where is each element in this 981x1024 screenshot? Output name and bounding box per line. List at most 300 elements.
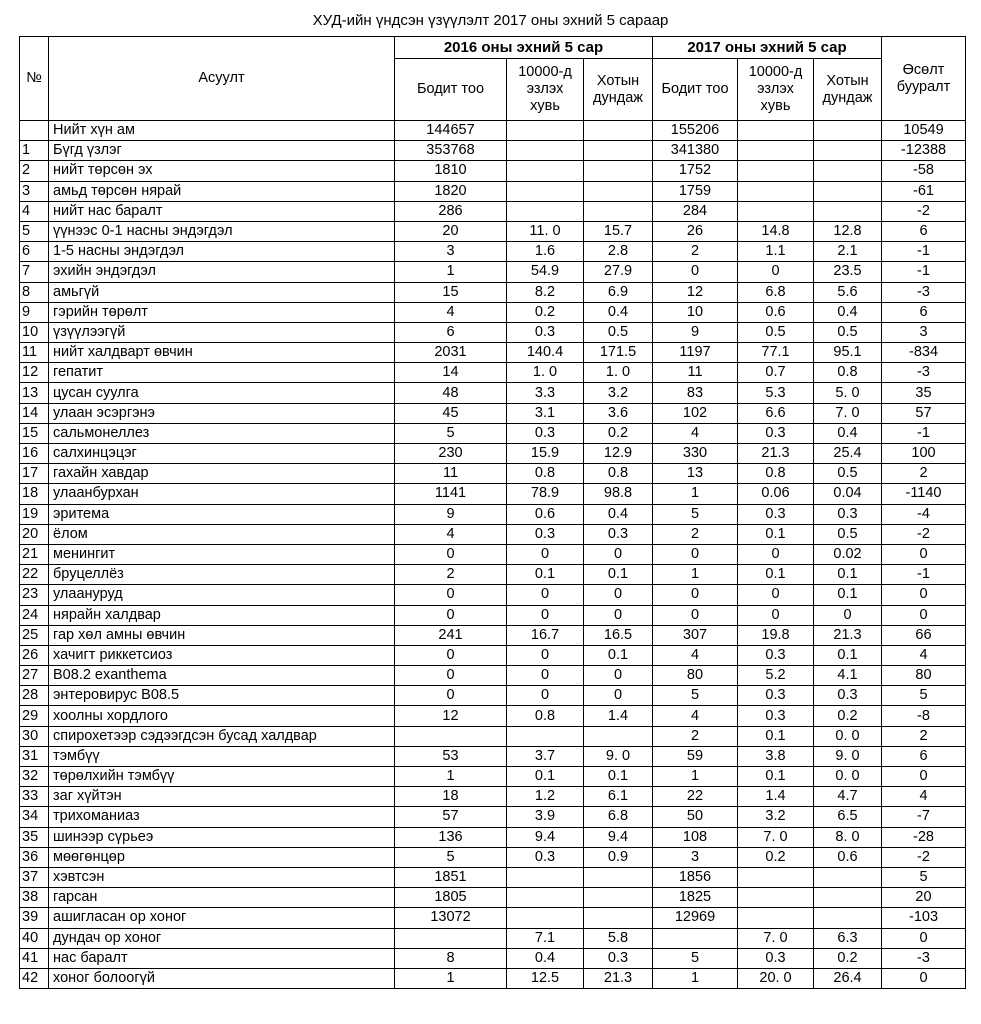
cell-actual-2017: 2 bbox=[653, 726, 738, 746]
cell-growth: 3 bbox=[882, 322, 966, 342]
cell-cityavg-2017: 25.4 bbox=[814, 444, 882, 464]
cell-row-number: 1 bbox=[20, 141, 49, 161]
cell-row-number: 31 bbox=[20, 746, 49, 766]
cell-per10000-2016: 0.3 bbox=[507, 423, 584, 443]
cell-cityavg-2016: 3.2 bbox=[584, 383, 653, 403]
cell-cityavg-2017: 23.5 bbox=[814, 262, 882, 282]
cell-per10000-2016: 0.3 bbox=[507, 524, 584, 544]
cell-row-number: 21 bbox=[20, 544, 49, 564]
cell-cityavg-2016: 1.4 bbox=[584, 706, 653, 726]
cell-actual-2016: 57 bbox=[395, 807, 507, 827]
cell-per10000-2017: 1.4 bbox=[738, 787, 814, 807]
cell-actual-2016: 5 bbox=[395, 847, 507, 867]
cell-growth: -3 bbox=[882, 948, 966, 968]
cell-per10000-2016: 0.1 bbox=[507, 565, 584, 585]
cell-growth: 6 bbox=[882, 221, 966, 241]
table-row bbox=[20, 746, 966, 766]
cell-per10000-2016 bbox=[507, 181, 584, 201]
cell-actual-2016: 1851 bbox=[395, 867, 507, 887]
cell-per10000-2016: 0 bbox=[507, 666, 584, 686]
cell-cityavg-2016 bbox=[584, 181, 653, 201]
cell-cityavg-2016: 0.3 bbox=[584, 948, 653, 968]
cell-cityavg-2017: 21.3 bbox=[814, 625, 882, 645]
cell-cityavg-2017 bbox=[814, 888, 882, 908]
cell-actual-2017: 1825 bbox=[653, 888, 738, 908]
cell-actual-2016: 15 bbox=[395, 282, 507, 302]
cell-per10000-2017 bbox=[738, 888, 814, 908]
header-no: № bbox=[20, 37, 49, 121]
cell-cityavg-2017: 0.02 bbox=[814, 544, 882, 564]
table-row bbox=[20, 121, 966, 141]
cell-actual-2017: 1856 bbox=[653, 867, 738, 887]
cell-actual-2017: 1 bbox=[653, 565, 738, 585]
table-row bbox=[20, 888, 966, 908]
cell-growth: -4 bbox=[882, 504, 966, 524]
cell-growth: 0 bbox=[882, 928, 966, 948]
cell-cityavg-2016: 0.9 bbox=[584, 847, 653, 867]
header-cityavg-2016: Хотын дундаж bbox=[584, 59, 653, 121]
table-row bbox=[20, 645, 966, 665]
cell-row-question: Нийт хүн ам bbox=[49, 121, 395, 141]
cell-growth: -58 bbox=[882, 161, 966, 181]
cell-per10000-2017 bbox=[738, 867, 814, 887]
cell-actual-2017: 2 bbox=[653, 242, 738, 262]
cell-row-number: 41 bbox=[20, 948, 49, 968]
cell-per10000-2017: 0.1 bbox=[738, 767, 814, 787]
cell-actual-2016: 11 bbox=[395, 464, 507, 484]
cell-actual-2017: 22 bbox=[653, 787, 738, 807]
cell-actual-2017: 26 bbox=[653, 221, 738, 241]
cell-cityavg-2016: 0.4 bbox=[584, 302, 653, 322]
cell-row-question: бруцеллёз bbox=[49, 565, 395, 585]
cell-actual-2017: 330 bbox=[653, 444, 738, 464]
cell-cityavg-2016: 0 bbox=[584, 666, 653, 686]
cell-cityavg-2016: 171.5 bbox=[584, 343, 653, 363]
cell-cityavg-2016 bbox=[584, 201, 653, 221]
cell-cityavg-2017: 7. 0 bbox=[814, 403, 882, 423]
cell-actual-2016: 5 bbox=[395, 423, 507, 443]
cell-row-question: үзүүлээгүй bbox=[49, 322, 395, 342]
cell-actual-2017: 59 bbox=[653, 746, 738, 766]
cell-row-question: цусан суулга bbox=[49, 383, 395, 403]
cell-actual-2017: 4 bbox=[653, 706, 738, 726]
cell-actual-2016: 18 bbox=[395, 787, 507, 807]
cell-growth: 0 bbox=[882, 767, 966, 787]
cell-row-question: нийт төрсөн эх bbox=[49, 161, 395, 181]
cell-per10000-2016: 0.6 bbox=[507, 504, 584, 524]
cell-cityavg-2017: 0.3 bbox=[814, 686, 882, 706]
table-row bbox=[20, 585, 966, 605]
cell-actual-2017: 5 bbox=[653, 686, 738, 706]
cell-cityavg-2016 bbox=[584, 121, 653, 141]
header-per10000-2017: 10000-д эзлэх хувь bbox=[738, 59, 814, 121]
cell-cityavg-2016: 0.1 bbox=[584, 645, 653, 665]
table-row bbox=[20, 847, 966, 867]
cell-per10000-2016 bbox=[507, 867, 584, 887]
cell-actual-2017 bbox=[653, 928, 738, 948]
cell-actual-2017: 341380 bbox=[653, 141, 738, 161]
cell-cityavg-2017 bbox=[814, 161, 882, 181]
cell-cityavg-2017: 8. 0 bbox=[814, 827, 882, 847]
table-row bbox=[20, 221, 966, 241]
cell-row-number: 7 bbox=[20, 262, 49, 282]
cell-per10000-2017: 0.3 bbox=[738, 948, 814, 968]
header-cityavg-2017: Хотын дундаж bbox=[814, 59, 882, 121]
cell-actual-2016: 48 bbox=[395, 383, 507, 403]
cell-growth: 4 bbox=[882, 787, 966, 807]
cell-per10000-2017: 21.3 bbox=[738, 444, 814, 464]
cell-growth: 10549 bbox=[882, 121, 966, 141]
cell-per10000-2017: 0.2 bbox=[738, 847, 814, 867]
cell-cityavg-2016: 9.4 bbox=[584, 827, 653, 847]
cell-row-number: 34 bbox=[20, 807, 49, 827]
cell-actual-2017: 1 bbox=[653, 767, 738, 787]
header-per10000-2016: 10000-д эзлэх хувь bbox=[507, 59, 584, 121]
cell-growth: -3 bbox=[882, 282, 966, 302]
table-row bbox=[20, 343, 966, 363]
cell-actual-2017: 0 bbox=[653, 585, 738, 605]
cell-growth: -1 bbox=[882, 262, 966, 282]
cell-row-number: 29 bbox=[20, 706, 49, 726]
cell-per10000-2016: 9.4 bbox=[507, 827, 584, 847]
cell-cityavg-2017 bbox=[814, 867, 882, 887]
cell-row-number: 18 bbox=[20, 484, 49, 504]
cell-per10000-2017: 0.1 bbox=[738, 524, 814, 544]
cell-growth: 2 bbox=[882, 464, 966, 484]
cell-row-question: мөөгөнцөр bbox=[49, 847, 395, 867]
cell-per10000-2017: 0.06 bbox=[738, 484, 814, 504]
cell-row-number: 11 bbox=[20, 343, 49, 363]
cell-actual-2016: 0 bbox=[395, 645, 507, 665]
cell-row-question: амьд төрсөн нярай bbox=[49, 181, 395, 201]
cell-cityavg-2017: 5. 0 bbox=[814, 383, 882, 403]
cell-row-question: улаан эсэргэнэ bbox=[49, 403, 395, 423]
cell-growth: -28 bbox=[882, 827, 966, 847]
cell-actual-2017: 2 bbox=[653, 524, 738, 544]
table-row bbox=[20, 322, 966, 342]
cell-growth: 80 bbox=[882, 666, 966, 686]
cell-actual-2017: 0 bbox=[653, 262, 738, 282]
cell-per10000-2016: 0 bbox=[507, 585, 584, 605]
cell-growth: 4 bbox=[882, 645, 966, 665]
cell-cityavg-2017: 0.04 bbox=[814, 484, 882, 504]
cell-cityavg-2017: 95.1 bbox=[814, 343, 882, 363]
cell-row-question: сальмонеллез bbox=[49, 423, 395, 443]
cell-actual-2017: 1752 bbox=[653, 161, 738, 181]
cell-per10000-2017: 0 bbox=[738, 544, 814, 564]
cell-cityavg-2017: 0.5 bbox=[814, 524, 882, 544]
cell-row-number: 38 bbox=[20, 888, 49, 908]
cell-cityavg-2017: 0.1 bbox=[814, 645, 882, 665]
cell-actual-2016: 1 bbox=[395, 262, 507, 282]
cell-cityavg-2017: 26.4 bbox=[814, 968, 882, 988]
cell-per10000-2017: 0 bbox=[738, 262, 814, 282]
cell-row-question: спирохетээр сэдээгдсэн бусад халдвар bbox=[49, 726, 395, 746]
table-row bbox=[20, 807, 966, 827]
cell-cityavg-2017 bbox=[814, 908, 882, 928]
cell-per10000-2017: 0.6 bbox=[738, 302, 814, 322]
cell-per10000-2017: 0.3 bbox=[738, 706, 814, 726]
cell-row-question: энтеровирус B08.5 bbox=[49, 686, 395, 706]
cell-cityavg-2016: 2.8 bbox=[584, 242, 653, 262]
cell-per10000-2017: 5.3 bbox=[738, 383, 814, 403]
cell-per10000-2016 bbox=[507, 121, 584, 141]
cell-growth: -2 bbox=[882, 524, 966, 544]
cell-cityavg-2017: 0.2 bbox=[814, 948, 882, 968]
cell-per10000-2016: 1.2 bbox=[507, 787, 584, 807]
cell-actual-2016: 1820 bbox=[395, 181, 507, 201]
cell-cityavg-2016: 0 bbox=[584, 686, 653, 706]
table-row bbox=[20, 423, 966, 443]
cell-actual-2017: 1 bbox=[653, 484, 738, 504]
cell-actual-2016: 230 bbox=[395, 444, 507, 464]
cell-actual-2016: 136 bbox=[395, 827, 507, 847]
cell-per10000-2016: 1. 0 bbox=[507, 363, 584, 383]
table-row bbox=[20, 908, 966, 928]
cell-actual-2016: 0 bbox=[395, 686, 507, 706]
cell-per10000-2017: 5.2 bbox=[738, 666, 814, 686]
table-row bbox=[20, 565, 966, 585]
cell-row-number: 40 bbox=[20, 928, 49, 948]
cell-per10000-2017 bbox=[738, 161, 814, 181]
cell-cityavg-2017: 0.1 bbox=[814, 565, 882, 585]
cell-cityavg-2017: 0.2 bbox=[814, 706, 882, 726]
cell-row-question: гепатит bbox=[49, 363, 395, 383]
cell-per10000-2017 bbox=[738, 908, 814, 928]
cell-growth: 0 bbox=[882, 605, 966, 625]
cell-per10000-2017: 7. 0 bbox=[738, 928, 814, 948]
cell-actual-2016: 4 bbox=[395, 524, 507, 544]
cell-cityavg-2016: 0.5 bbox=[584, 322, 653, 342]
cell-cityavg-2016: 0 bbox=[584, 585, 653, 605]
table-row bbox=[20, 948, 966, 968]
header-actual-2016: Бодит тоо bbox=[395, 59, 507, 121]
cell-cityavg-2016: 3.6 bbox=[584, 403, 653, 423]
table-row bbox=[20, 181, 966, 201]
cell-growth: -1 bbox=[882, 565, 966, 585]
cell-cityavg-2017: 0. 0 bbox=[814, 726, 882, 746]
cell-cityavg-2016 bbox=[584, 726, 653, 746]
cell-cityavg-2017 bbox=[814, 201, 882, 221]
cell-cityavg-2017: 12.8 bbox=[814, 221, 882, 241]
cell-actual-2017: 83 bbox=[653, 383, 738, 403]
cell-per10000-2017 bbox=[738, 181, 814, 201]
cell-per10000-2017: 6.8 bbox=[738, 282, 814, 302]
cell-per10000-2016 bbox=[507, 888, 584, 908]
cell-actual-2017: 5 bbox=[653, 948, 738, 968]
cell-per10000-2016 bbox=[507, 726, 584, 746]
cell-actual-2016: 6 bbox=[395, 322, 507, 342]
cell-actual-2016: 1810 bbox=[395, 161, 507, 181]
cell-row-question: нас баралт bbox=[49, 948, 395, 968]
cell-row-number bbox=[20, 121, 49, 141]
cell-per10000-2016: 0.4 bbox=[507, 948, 584, 968]
cell-growth: 6 bbox=[882, 746, 966, 766]
cell-per10000-2016: 54.9 bbox=[507, 262, 584, 282]
cell-row-question: хоолны хордлого bbox=[49, 706, 395, 726]
cell-per10000-2016: 15.9 bbox=[507, 444, 584, 464]
table-row bbox=[20, 544, 966, 564]
cell-cityavg-2016: 27.9 bbox=[584, 262, 653, 282]
cell-cityavg-2016: 9. 0 bbox=[584, 746, 653, 766]
cell-per10000-2017: 1.1 bbox=[738, 242, 814, 262]
cell-row-question: 1-5 насны эндэгдэл bbox=[49, 242, 395, 262]
cell-cityavg-2016 bbox=[584, 867, 653, 887]
cell-per10000-2017: 0.1 bbox=[738, 726, 814, 746]
cell-actual-2017: 155206 bbox=[653, 121, 738, 141]
cell-row-question: улаанбурхан bbox=[49, 484, 395, 504]
table-row bbox=[20, 464, 966, 484]
cell-actual-2016: 241 bbox=[395, 625, 507, 645]
cell-growth: -3 bbox=[882, 363, 966, 383]
cell-cityavg-2017: 4.1 bbox=[814, 666, 882, 686]
cell-row-question: гар хөл амны өвчин bbox=[49, 625, 395, 645]
cell-per10000-2016: 7.1 bbox=[507, 928, 584, 948]
cell-actual-2017: 0 bbox=[653, 544, 738, 564]
cell-per10000-2017: 7. 0 bbox=[738, 827, 814, 847]
cell-growth: -2 bbox=[882, 847, 966, 867]
table-row bbox=[20, 504, 966, 524]
cell-row-number: 25 bbox=[20, 625, 49, 645]
cell-row-question: тэмбүү bbox=[49, 746, 395, 766]
header-group-2016: 2016 оны эхний 5 сар bbox=[395, 37, 653, 59]
cell-row-number: 14 bbox=[20, 403, 49, 423]
cell-cityavg-2017: 0.5 bbox=[814, 464, 882, 484]
cell-cityavg-2016: 6.9 bbox=[584, 282, 653, 302]
cell-per10000-2016: 0 bbox=[507, 544, 584, 564]
table-row bbox=[20, 403, 966, 423]
header-question: Асуулт bbox=[49, 37, 395, 121]
cell-row-number: 12 bbox=[20, 363, 49, 383]
cell-actual-2016: 0 bbox=[395, 605, 507, 625]
cell-growth: 35 bbox=[882, 383, 966, 403]
cell-cityavg-2017: 0.1 bbox=[814, 585, 882, 605]
cell-cityavg-2017: 0.4 bbox=[814, 302, 882, 322]
cell-row-question: хачигт риккетсиоз bbox=[49, 645, 395, 665]
cell-growth: 100 bbox=[882, 444, 966, 464]
cell-cityavg-2017: 0.4 bbox=[814, 423, 882, 443]
cell-actual-2016: 13072 bbox=[395, 908, 507, 928]
cell-per10000-2017: 0.8 bbox=[738, 464, 814, 484]
cell-actual-2016: 1 bbox=[395, 767, 507, 787]
cell-cityavg-2016: 6.1 bbox=[584, 787, 653, 807]
cell-per10000-2017: 0.3 bbox=[738, 504, 814, 524]
cell-cityavg-2016: 15.7 bbox=[584, 221, 653, 241]
cell-cityavg-2017: 0.5 bbox=[814, 322, 882, 342]
cell-actual-2017: 1197 bbox=[653, 343, 738, 363]
statistics-table bbox=[19, 36, 966, 989]
cell-row-question: гарсан bbox=[49, 888, 395, 908]
cell-row-number: 39 bbox=[20, 908, 49, 928]
cell-per10000-2016: 3.3 bbox=[507, 383, 584, 403]
cell-row-number: 4 bbox=[20, 201, 49, 221]
cell-cityavg-2016 bbox=[584, 141, 653, 161]
table-row bbox=[20, 827, 966, 847]
table-row bbox=[20, 787, 966, 807]
cell-row-question: улаануруд bbox=[49, 585, 395, 605]
cell-actual-2017: 12 bbox=[653, 282, 738, 302]
table-row bbox=[20, 262, 966, 282]
cell-per10000-2017: 0.5 bbox=[738, 322, 814, 342]
cell-actual-2016: 286 bbox=[395, 201, 507, 221]
cell-per10000-2017 bbox=[738, 141, 814, 161]
cell-cityavg-2017 bbox=[814, 141, 882, 161]
cell-growth: -1 bbox=[882, 242, 966, 262]
cell-growth: 20 bbox=[882, 888, 966, 908]
header-growth: Өсөлт бууралт bbox=[882, 37, 966, 121]
cell-per10000-2017: 14.8 bbox=[738, 221, 814, 241]
cell-row-number: 23 bbox=[20, 585, 49, 605]
table-row bbox=[20, 383, 966, 403]
cell-row-number: 16 bbox=[20, 444, 49, 464]
cell-actual-2016: 2 bbox=[395, 565, 507, 585]
cell-actual-2017: 13 bbox=[653, 464, 738, 484]
cell-per10000-2016: 0 bbox=[507, 686, 584, 706]
cell-actual-2016 bbox=[395, 928, 507, 948]
cell-per10000-2016 bbox=[507, 908, 584, 928]
cell-cityavg-2016: 21.3 bbox=[584, 968, 653, 988]
cell-row-number: 10 bbox=[20, 322, 49, 342]
cell-actual-2016: 1 bbox=[395, 968, 507, 988]
cell-row-number: 3 bbox=[20, 181, 49, 201]
cell-cityavg-2017: 0.8 bbox=[814, 363, 882, 383]
cell-per10000-2016: 3.7 bbox=[507, 746, 584, 766]
cell-row-question: эритема bbox=[49, 504, 395, 524]
cell-actual-2016: 4 bbox=[395, 302, 507, 322]
cell-growth: -7 bbox=[882, 807, 966, 827]
table-row bbox=[20, 867, 966, 887]
cell-row-number: 35 bbox=[20, 827, 49, 847]
cell-row-question: B08.2 exanthema bbox=[49, 666, 395, 686]
cell-row-number: 28 bbox=[20, 686, 49, 706]
cell-row-number: 6 bbox=[20, 242, 49, 262]
cell-per10000-2016: 0.2 bbox=[507, 302, 584, 322]
cell-actual-2017: 0 bbox=[653, 605, 738, 625]
cell-cityavg-2016: 0.8 bbox=[584, 464, 653, 484]
cell-per10000-2017: 3.2 bbox=[738, 807, 814, 827]
cell-row-number: 15 bbox=[20, 423, 49, 443]
cell-actual-2017: 80 bbox=[653, 666, 738, 686]
cell-cityavg-2017: 6.5 bbox=[814, 807, 882, 827]
cell-row-question: Бүгд үзлэг bbox=[49, 141, 395, 161]
table-row bbox=[20, 666, 966, 686]
cell-per10000-2016 bbox=[507, 161, 584, 181]
table-row bbox=[20, 686, 966, 706]
header-group-2017: 2017 оны эхний 5 сар bbox=[653, 37, 882, 59]
cell-row-number: 32 bbox=[20, 767, 49, 787]
cell-cityavg-2016: 16.5 bbox=[584, 625, 653, 645]
table-row bbox=[20, 363, 966, 383]
cell-row-question: нийт нас баралт bbox=[49, 201, 395, 221]
cell-row-number: 33 bbox=[20, 787, 49, 807]
cell-actual-2017: 4 bbox=[653, 423, 738, 443]
table-row bbox=[20, 201, 966, 221]
cell-cityavg-2017: 2.1 bbox=[814, 242, 882, 262]
cell-cityavg-2016 bbox=[584, 888, 653, 908]
cell-per10000-2016: 16.7 bbox=[507, 625, 584, 645]
table-row bbox=[20, 524, 966, 544]
cell-cityavg-2016: 0.4 bbox=[584, 504, 653, 524]
cell-cityavg-2016: 1. 0 bbox=[584, 363, 653, 383]
table-row bbox=[20, 625, 966, 645]
cell-row-question: ашигласан ор хоног bbox=[49, 908, 395, 928]
cell-cityavg-2016: 0.1 bbox=[584, 767, 653, 787]
cell-actual-2016: 2031 bbox=[395, 343, 507, 363]
cell-row-question: менингит bbox=[49, 544, 395, 564]
table-row bbox=[20, 282, 966, 302]
cell-cityavg-2017: 0.3 bbox=[814, 504, 882, 524]
cell-actual-2016: 1805 bbox=[395, 888, 507, 908]
